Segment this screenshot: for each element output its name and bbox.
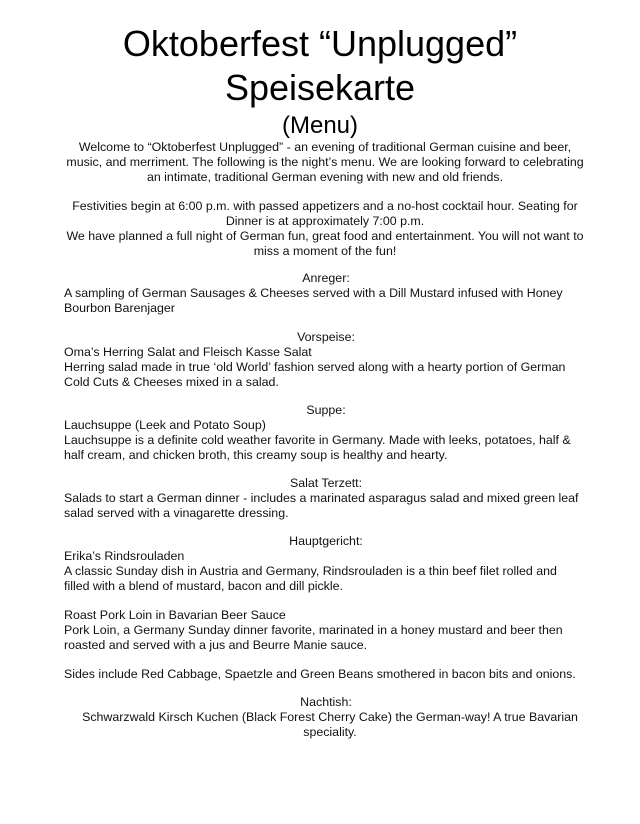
anreger-description: A sampling of German Sausages & Cheeses served with a Dill Mustard infused with Honey Bourbon Barenjager [64, 286, 563, 315]
page-title-speisekarte: Speisekarte [224, 67, 416, 108]
section-heading-nachtish: Nachtish: [300, 695, 352, 709]
suppe-dish: Lauchsuppe (Leek and Potato Soup) [64, 418, 266, 432]
section-heading-salat: Salat Terzett: [289, 476, 363, 490]
hauptgericht-pork-loin-description: Pork Loin, a Germany Sunday dinner favorite, marinated in a honey mustard and beer then roasted and served with a jus and Beurre Manie sauce. [64, 623, 563, 652]
salat-description: Salads to start a German dinner - includes a marinated asparagus salad and mixed green leaf salad served with a vinagarette dressing. [64, 491, 579, 520]
page-subtitle: (Menu) [281, 112, 359, 139]
festivities-paragraph: Festivities begin at 6:00 p.m. with passed appetizers and a no-host cocktail hour. Seating for Dinner is at approximately 7:00 p.m. [72, 199, 578, 228]
section-heading-suppe: Suppe: [306, 403, 346, 417]
section-heading-anreger: Anreger: [302, 271, 350, 285]
hauptgericht-dish-pork-loin: Roast Pork Loin in Bavarian Beer Sauce [64, 608, 286, 622]
welcome-paragraph: Welcome to “Oktoberfest Unplugged” - an evening of traditional German cuisine and beer, music, and merriment. The following is the night’s menu. We are looking forward to celebrating an intimate, traditional German evening with new and old friends. [66, 140, 584, 184]
section-heading-vorspeise: Vorspeise: [297, 330, 355, 344]
hauptgericht-sides: Sides include Red Cabbage, Spaetzle and Green Beans smothered in bacon bits and onions. [64, 667, 576, 681]
nachtish-description: Schwarzwald Kirsch Kuchen (Black Forest Cherry Cake) the German-way! A true Bavarian speciality. [82, 710, 578, 739]
page-title: Oktoberfest “Unplugged” [122, 23, 518, 64]
suppe-description: Lauchsuppe is a definite cold weather favorite in Germany. Made with leeks, potatoes, half & half cream, and chicken broth, this creamy soup is healthy and hearty. [64, 433, 571, 462]
hauptgericht-rindsrouladen-description: A classic Sunday dish in Austria and Germany, Rindsrouladen is a thin beef filet rolled and filled with a blend of mustard, bacon and dill pickle. [64, 564, 557, 593]
plans-paragraph: We have planned a full night of German fun, great food and entertainment. You will not want to miss a moment of the fun! [66, 229, 584, 258]
vorspeise-description: Herring salad made in true ‘old World’ fashion served along with a hearty portion of German Cold Cuts & Cheeses mixed in a salad. [64, 360, 566, 389]
hauptgericht-dish-rindsrouladen: Erika’s Rindsrouladen [64, 549, 185, 563]
vorspeise-dish: Oma’s Herring Salat and Fleisch Kasse Salat [64, 345, 312, 359]
section-heading-hauptgericht: Hauptgericht: [289, 534, 363, 548]
